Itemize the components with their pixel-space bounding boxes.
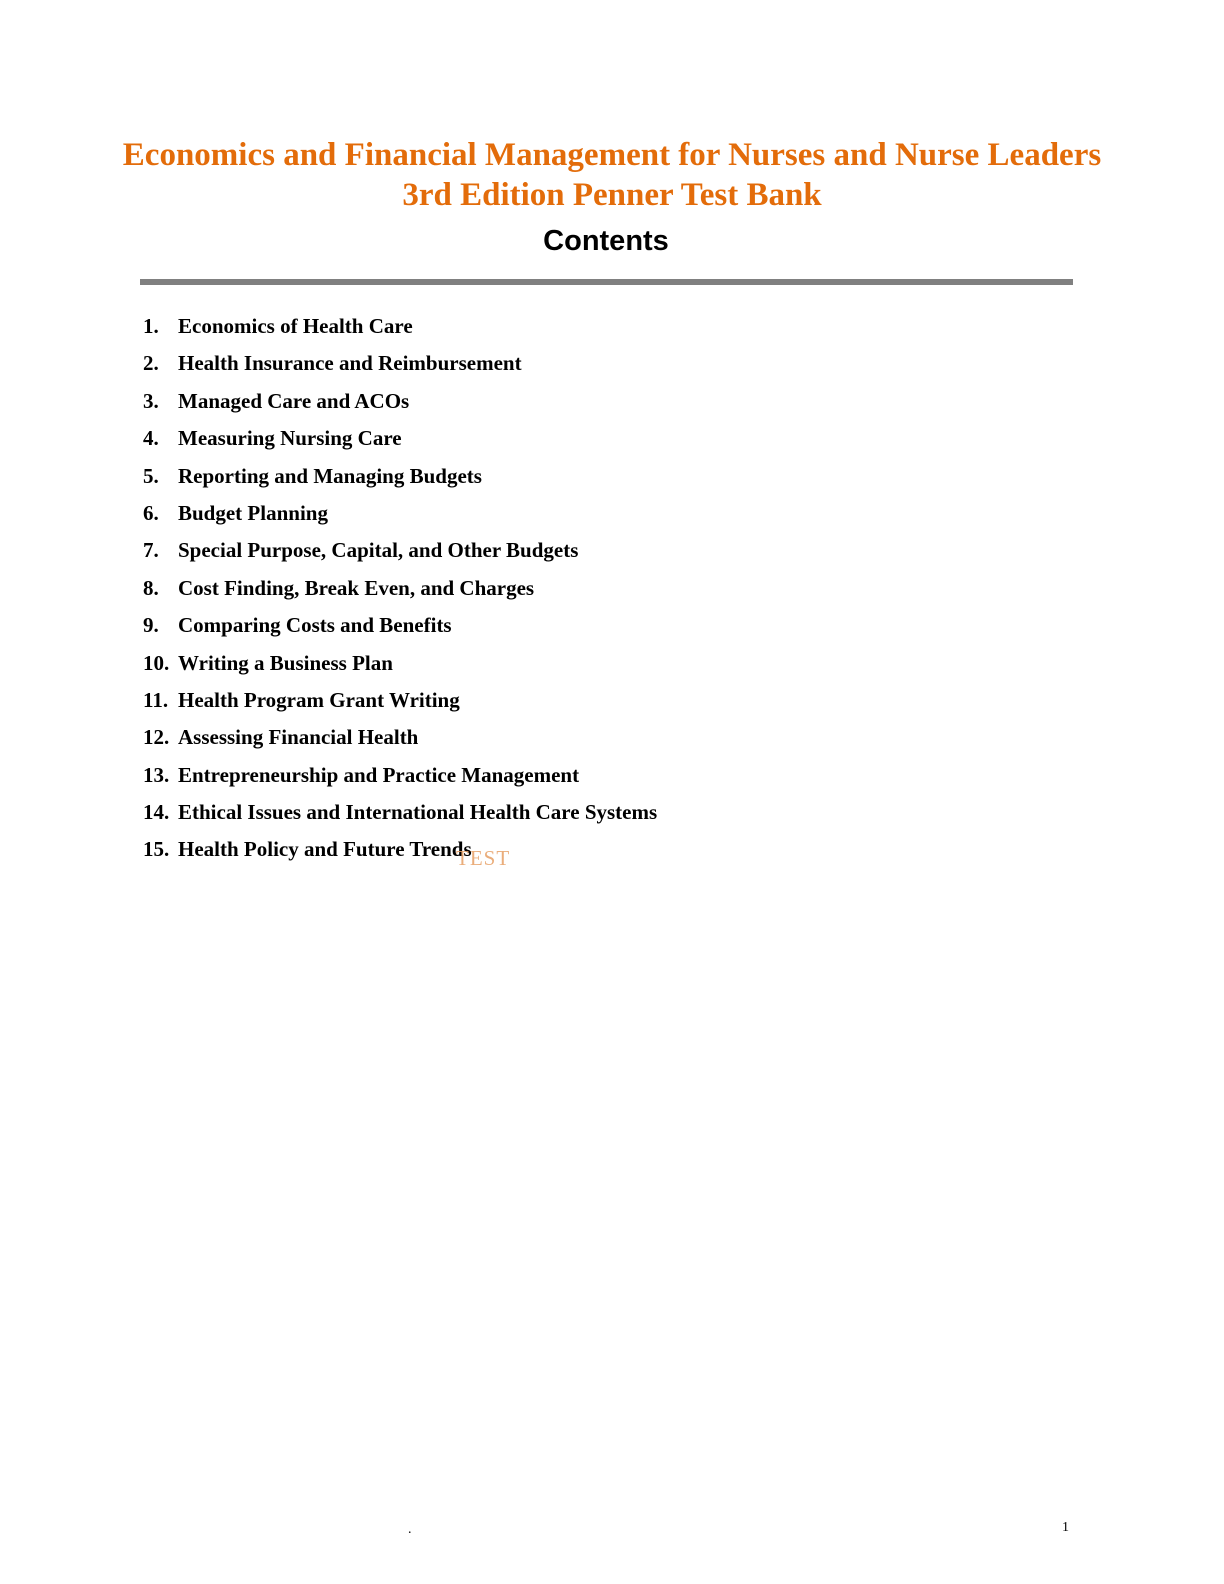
watermark-text: TEST <box>456 846 511 870</box>
toc-item-title: Cost Finding, Break Even, and Charges <box>178 575 535 600</box>
toc-item-title: Health Insurance and Reimbursement <box>178 351 522 376</box>
toc-item <box>143 532 657 569</box>
toc-item <box>143 345 657 382</box>
toc-item-number: 5. <box>143 463 159 488</box>
toc-item <box>143 495 657 532</box>
toc-item-number: 8. <box>143 575 159 600</box>
toc-item-number: 12. <box>143 725 170 750</box>
toc-item-title: Entrepreneurship and Practice Management <box>178 762 580 787</box>
toc-item <box>143 607 657 644</box>
toc-item-title: Comparing Costs and Benefits <box>178 613 452 638</box>
toc-item-title: Health Policy and Future Trends <box>178 837 472 862</box>
contents-heading: Contents <box>543 225 669 257</box>
toc-item <box>143 794 657 831</box>
toc-item-title: Reporting and Managing Budgets <box>178 463 482 488</box>
toc-item-number: 10. <box>143 650 170 675</box>
table-of-contents <box>143 308 657 869</box>
toc-item-number: 1. <box>143 314 159 338</box>
toc-item-number: 9. <box>143 613 159 638</box>
toc-item-title: Special Purpose, Capital, and Other Budgets <box>178 538 579 563</box>
toc-item-number: 2. <box>143 351 159 376</box>
toc-item-number: 14. <box>143 800 170 825</box>
toc-item-title: Ethical Issues and International Health Care Systems <box>178 800 658 825</box>
toc-item-number: 15. <box>143 837 170 862</box>
toc-item-number: 7. <box>143 538 159 563</box>
toc-item-number: 13. <box>143 762 170 787</box>
toc-item-title: Assessing Financial Health <box>178 725 419 750</box>
toc-item <box>143 682 657 719</box>
toc-item <box>143 570 657 607</box>
toc-item-title: Writing a Business Plan <box>178 650 393 675</box>
toc-item-title: Economics of Health Care <box>178 314 413 338</box>
footer-mark: . <box>408 1522 412 1537</box>
toc-item-title: Measuring Nursing Care <box>178 426 402 451</box>
toc-item <box>143 831 657 868</box>
heading-divider <box>140 279 1073 285</box>
toc-item-number: 3. <box>143 388 159 413</box>
toc-item <box>143 420 657 457</box>
toc-item-number: 6. <box>143 500 159 525</box>
toc-item-title: Budget Planning <box>178 500 328 525</box>
document-title-line1: Economics and Financial Management for Nurses and Nurse Leaders <box>122 137 1102 173</box>
toc-item <box>143 719 657 756</box>
toc-item <box>143 757 657 794</box>
page-number: 1 <box>1062 1520 1069 1535</box>
document-title-line2: 3rd Edition Penner Test Bank <box>402 177 822 213</box>
toc-item-title: Managed Care and ACOs <box>178 388 410 413</box>
toc-item-title: Health Program Grant Writing <box>178 687 460 712</box>
toc-item-number: 4. <box>143 426 159 451</box>
toc-item <box>143 308 657 345</box>
toc-item <box>143 383 657 420</box>
toc-item <box>143 458 657 495</box>
toc-item <box>143 645 657 682</box>
toc-item-number: 11. <box>143 687 169 712</box>
